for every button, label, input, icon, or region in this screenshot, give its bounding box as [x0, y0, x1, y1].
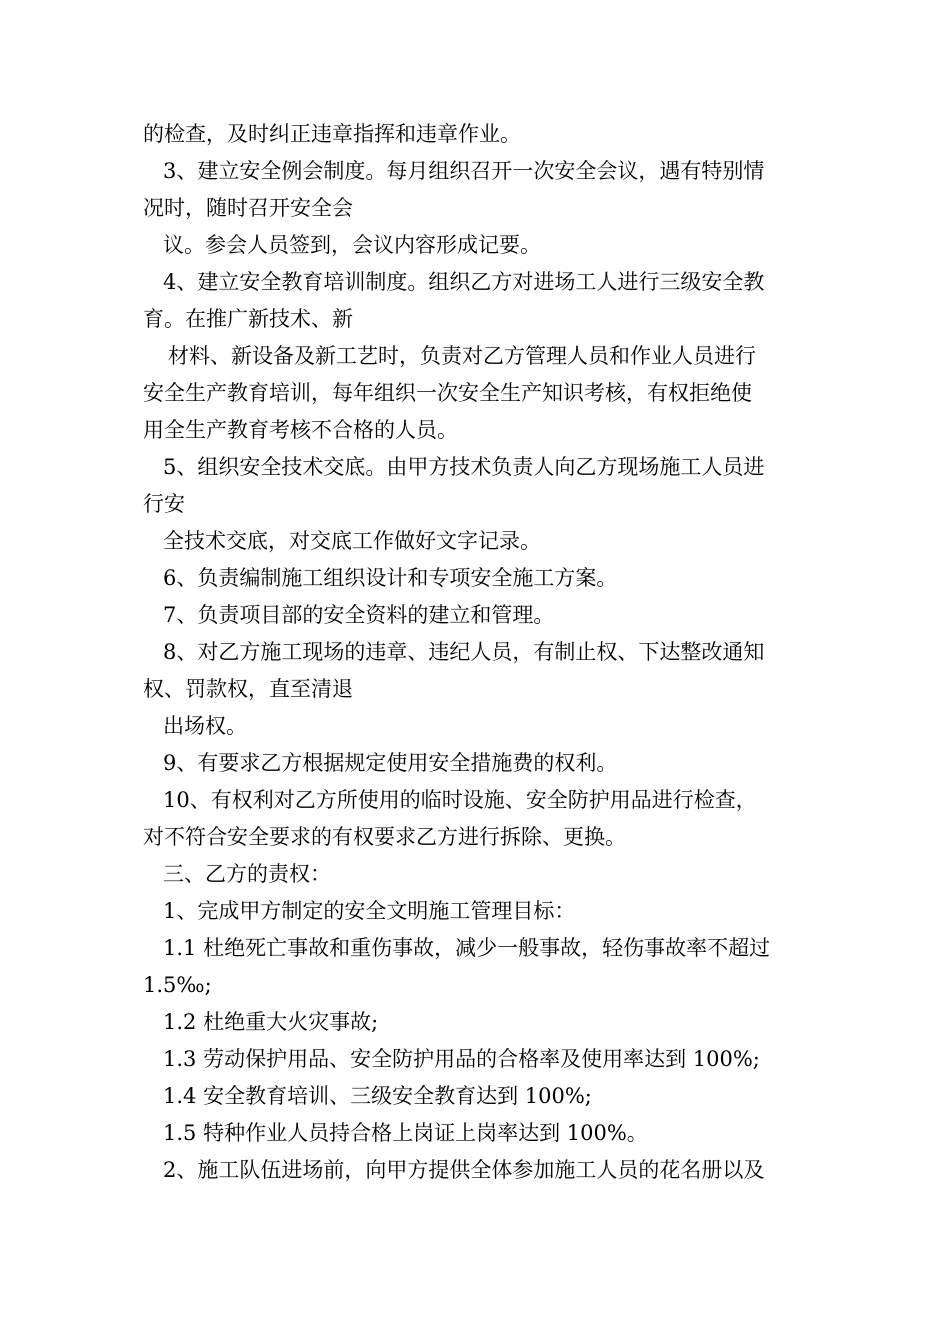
text-line: 1.5‰;: [143, 973, 212, 997]
text-line: 6、负责编制施工组织设计和专项安全施工方案。: [163, 566, 618, 590]
text-line: 8、对乙方施工现场的违章、违纪人员，有制止权、下达整改通知: [163, 640, 765, 664]
text-line: 4、建立安全教育培训制度。组织乙方对进场工人进行三级安全教: [163, 270, 765, 294]
text-line: 1.3 劳动保护用品、安全防护用品的合格率及使用率达到 100%;: [163, 1047, 760, 1071]
text-line: 1.5 特种作业人员持合格上岗证上岗率达到 100%。: [163, 1121, 648, 1145]
text-line: 议。参会人员签到，会议内容形成记要。: [163, 233, 541, 257]
text-line: 的检查，及时纠正违章指挥和违章作业。: [143, 122, 521, 146]
text-line: 1.1 杜绝死亡事故和重伤事故，减少一般事故，轻伤事故率不超过: [163, 936, 771, 960]
text-line: 1、完成甲方制定的安全文明施工管理目标：: [163, 899, 576, 923]
document-body: [143, 116, 809, 1189]
text-line: 1.4 安全教育培训、三级安全教育达到 100%;: [163, 1084, 592, 1108]
text-line: 育。在推广新技术、新: [143, 307, 353, 331]
text-line: 3、建立安全例会制度。每月组织召开一次安全会议，遇有特别情: [163, 159, 765, 183]
text-line: 10、有权利对乙方所使用的临时设施、安全防护用品进行检查，: [163, 788, 757, 812]
text-line: 行安: [143, 492, 185, 516]
text-line: 权、罚款权，直至清退: [143, 677, 353, 701]
text-line: 9、有要求乙方根据规定使用安全措施费的权利。: [163, 751, 618, 775]
text-line: 安全生产教育培训，每年组织一次安全生产知识考核，有权拒绝使: [143, 381, 752, 405]
text-line: 7、负责项目部的安全资料的建立和管理。: [163, 603, 555, 627]
text-line: 全技术交底，对交底工作做好文字记录。: [163, 529, 541, 553]
text-line: 材料、新设备及新工艺时，负责对乙方管理人员和作业人员进行: [168, 344, 756, 368]
text-line: 况时，随时召开安全会: [143, 196, 353, 220]
text-line: 2、施工队伍进场前，向甲方提供全体参加施工人员的花名册以及: [163, 1158, 765, 1182]
section-heading: 三、乙方的责权：: [163, 862, 331, 886]
text-line: 对不符合安全要求的有权要求乙方进行拆除、更换。: [143, 825, 626, 849]
text-line: 5、组织安全技术交底。由甲方技术负责人向乙方现场施工人员进: [163, 455, 765, 479]
text-line: 用全生产教育考核不合格的人员。: [143, 418, 458, 442]
text-line: 出场权。: [163, 714, 247, 738]
text-line: 1.2 杜绝重大火灾事故;: [163, 1010, 379, 1034]
